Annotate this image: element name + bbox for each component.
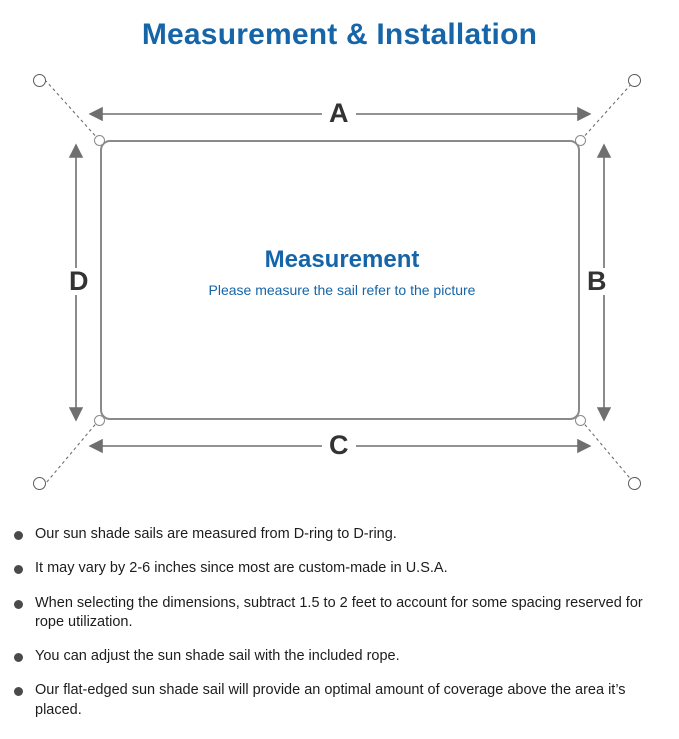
list-item — [0, 647, 679, 666]
list-item — [0, 559, 679, 578]
dimension-label-a: A — [322, 100, 356, 127]
list-item — [0, 594, 679, 633]
note-text: It may vary by 2-6 inches since most are custom-made in U.S.A. — [35, 560, 448, 577]
sail-rectangle — [100, 140, 580, 420]
anchor-point-top-left — [33, 74, 46, 87]
d-ring-top-right — [575, 135, 586, 146]
note-text: You can adjust the sun shade sail with the included rope. — [35, 648, 400, 665]
note-text: When selecting the dimensions, subtract 1.5 to 2 feet to account for some spacing reserved for rope utilization. — [35, 594, 643, 630]
dimension-label-c: C — [322, 432, 356, 459]
bullet-icon — [14, 531, 23, 540]
note-text: Our flat-edged sun shade sail will provide an optimal amount of coverage above the area it’s placed. — [35, 682, 626, 718]
sail-center-sublabel: Please measure the sail refer to the picture — [208, 282, 476, 298]
bullet-icon — [14, 600, 23, 609]
notes-list — [0, 525, 679, 735]
dimension-label-b: B — [580, 268, 614, 295]
note-text: Our sun shade sails are measured from D-ring to D-ring. — [35, 526, 397, 542]
d-ring-bottom-left — [94, 415, 105, 426]
anchor-point-bottom-left — [33, 477, 46, 490]
d-ring-top-left — [94, 135, 105, 146]
list-item — [0, 681, 679, 720]
sail-center-label: Measurement — [264, 246, 420, 273]
bullet-icon — [14, 565, 23, 574]
bullet-icon — [14, 653, 23, 662]
dimension-label-d: D — [62, 268, 96, 295]
bullet-icon — [14, 687, 23, 696]
list-item — [0, 525, 679, 544]
anchor-point-top-right — [628, 74, 641, 87]
page-title: Measurement & Installation — [141, 18, 538, 51]
d-ring-bottom-right — [575, 415, 586, 426]
sail-diagram — [0, 55, 679, 510]
anchor-point-bottom-right — [628, 477, 641, 490]
